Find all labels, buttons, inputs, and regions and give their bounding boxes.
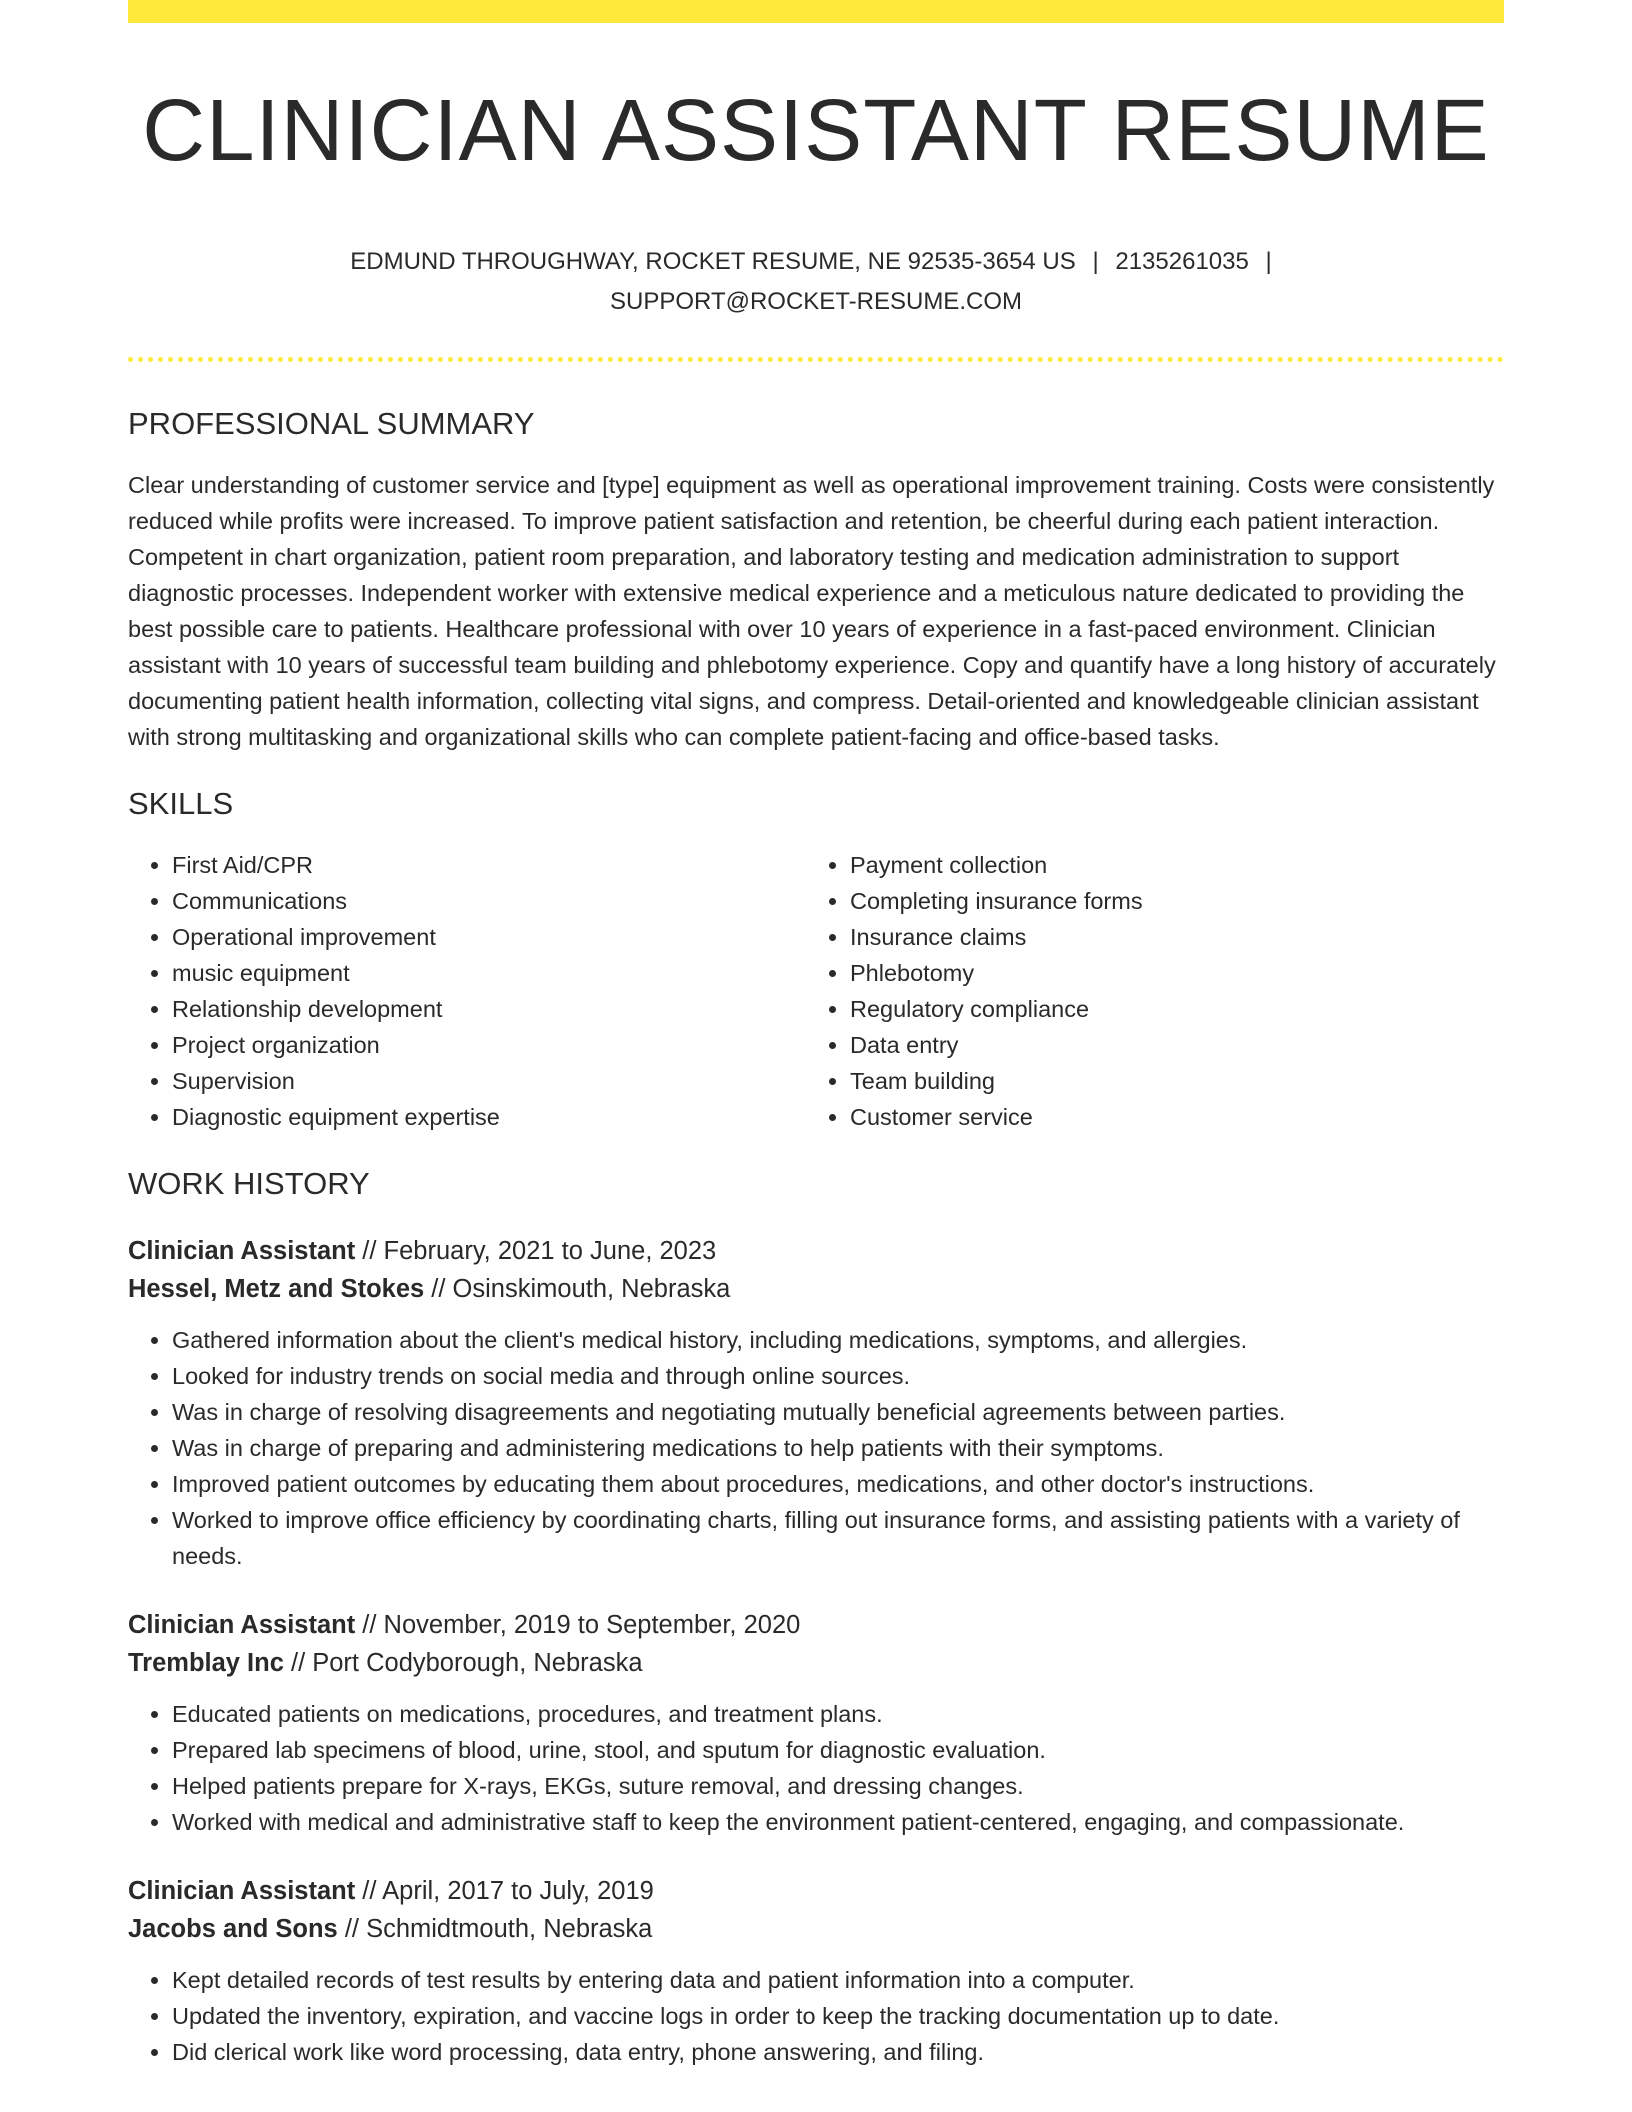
duty-item: • Did clerical work like word processing, data entry, phone answering, and filing.: [172, 2034, 1504, 2070]
job-location: // Osinskimouth, Nebraska: [424, 1274, 731, 1303]
contact-line-1: [128, 242, 1504, 282]
job-duties: [128, 1696, 1504, 1840]
job-company: Jacobs and Sons: [128, 1914, 338, 1943]
contact-line-2: [128, 282, 1504, 322]
skill-item: • Communications: [172, 883, 806, 919]
duty-item: • Helped patients prepare for X-rays, EKGs, suture removal, and dressing changes.: [172, 1768, 1504, 1804]
skills-heading: SKILLS: [128, 785, 234, 821]
job-company-line: [128, 1910, 1504, 1948]
skill-item: • Project organization: [172, 1027, 806, 1063]
job-role: Clinician Assistant: [128, 1236, 356, 1265]
skill-item: • Supervision: [172, 1063, 806, 1099]
duty-item: • Educated patients on medications, procedures, and treatment plans.: [172, 1696, 1504, 1732]
contact-info: [128, 242, 1504, 322]
job-role-line: [128, 1232, 1504, 1270]
duty-item: • Prepared lab specimens of blood, urine, stool, and sputum for diagnostic evaluation.: [172, 1732, 1504, 1768]
skill-item: • Phlebotomy: [850, 955, 1484, 991]
duty-item: • Improved patient outcomes by educating them about procedures, medications, and other doctor's instructions.: [172, 1466, 1504, 1502]
job-entry: [128, 1872, 1504, 2070]
contact-email[interactable]: SUPPORT@ROCKET-RESUME.COM: [610, 288, 1022, 316]
duty-item: • Looked for industry trends on social media and through online sources.: [172, 1358, 1504, 1394]
job-dates: // February, 2021 to June, 2023: [355, 1236, 717, 1265]
contact-address: EDMUND THROUGHWAY, ROCKET RESUME, NE 92535-3654 US: [350, 248, 1076, 276]
resume-page: [128, 0, 1504, 2070]
skill-item: • Customer service: [850, 1099, 1484, 1135]
skill-item: • Regulatory compliance: [850, 991, 1484, 1027]
skill-item: • Data entry: [850, 1027, 1484, 1063]
job-role-line: [128, 1872, 1504, 1910]
job-company-line: [128, 1644, 1504, 1682]
job-location: // Schmidtmouth, Nebraska: [337, 1914, 653, 1943]
job-dates: // April, 2017 to July, 2019: [355, 1876, 654, 1905]
job-location: // Port Codyborough, Nebraska: [283, 1648, 643, 1677]
duty-item: • Worked to improve office efficiency by coordinating charts, filling out insurance forms, and assisting patients with a variety of needs.: [172, 1502, 1504, 1574]
job-company-line: [128, 1270, 1504, 1308]
skill-item: • Relationship development: [172, 991, 806, 1027]
skill-item: • Team building: [850, 1063, 1484, 1099]
skills-list: [128, 847, 1504, 1135]
job-role: Clinician Assistant: [128, 1876, 356, 1905]
job-role-line: [128, 1606, 1504, 1644]
skills-column-right: [806, 847, 1484, 1135]
duty-item: • Kept detailed records of test results by entering data and patient information into a computer.: [172, 1962, 1504, 1998]
job-company: Tremblay Inc: [128, 1648, 284, 1677]
duty-item: • Updated the inventory, expiration, and vaccine logs in order to keep the tracking documentation up to date.: [172, 1998, 1504, 2034]
skill-item: • Diagnostic equipment expertise: [172, 1099, 806, 1135]
duty-item: • Was in charge of preparing and administering medications to help patients with their symptoms.: [172, 1430, 1504, 1466]
duty-item: • Gathered information about the client's medical history, including medications, symptoms, and allergies.: [172, 1322, 1504, 1358]
job-dates: // November, 2019 to September, 2020: [355, 1610, 801, 1639]
skills-column-left: [128, 847, 806, 1135]
work-history-heading: WORK HISTORY: [128, 1165, 370, 1201]
job-duties: [128, 1322, 1504, 1574]
skill-item: • music equipment: [172, 955, 806, 991]
skill-item: • Insurance claims: [850, 919, 1484, 955]
resume-title: CLINICIAN ASSISTANT RESUME: [142, 82, 1490, 179]
dotted-divider: [128, 357, 1504, 362]
job-company: Hessel, Metz and Stokes: [128, 1274, 425, 1303]
job-duties: [128, 1962, 1504, 2070]
skill-item: • Completing insurance forms: [850, 883, 1484, 919]
duty-item: • Was in charge of resolving disagreements and negotiating mutually beneficial agreements between parties.: [172, 1394, 1504, 1430]
skill-item: • Payment collection: [850, 847, 1484, 883]
skill-item: • Operational improvement: [172, 919, 806, 955]
accent-top-bar: [128, 0, 1504, 23]
duty-item: • Worked with medical and administrative staff to keep the environment patient-centered, engaging, and compassionate.: [172, 1804, 1504, 1840]
job-role: Clinician Assistant: [128, 1610, 356, 1639]
job-entry: [128, 1232, 1504, 1574]
summary-text: Clear understanding of customer service and [type] equipment as well as operational improvement training. Costs were consistently reduced while profits were increased. To improve patient satisfaction and retention, be cheerful during each patient interaction. Competent in chart organization, patient room preparation, and laboratory testing and medication administration to support diagnostic processes. Independent worker with extensive medical experience and a meticulous nature dedicated to providing the best possible care to patients. Healthcare professional with over 10 years of experience in a fast-paced environment. Clinician assistant with 10 years of successful team building and phlebotomy experience. Copy and quantify have a long history of accurately documenting patient health information, collecting vital signs, and compress. Detail-oriented and knowledgeable clinician assistant with strong multitasking and organizational skills who can complete patient-facing and office-based tasks.: [128, 471, 1496, 750]
job-entry: [128, 1606, 1504, 1840]
summary-heading: PROFESSIONAL SUMMARY: [128, 406, 535, 442]
contact-separator: |: [1092, 248, 1099, 276]
skill-item: • First Aid/CPR: [172, 847, 806, 883]
contact-separator: |: [1265, 248, 1272, 276]
contact-phone: 2135261035: [1115, 248, 1249, 276]
